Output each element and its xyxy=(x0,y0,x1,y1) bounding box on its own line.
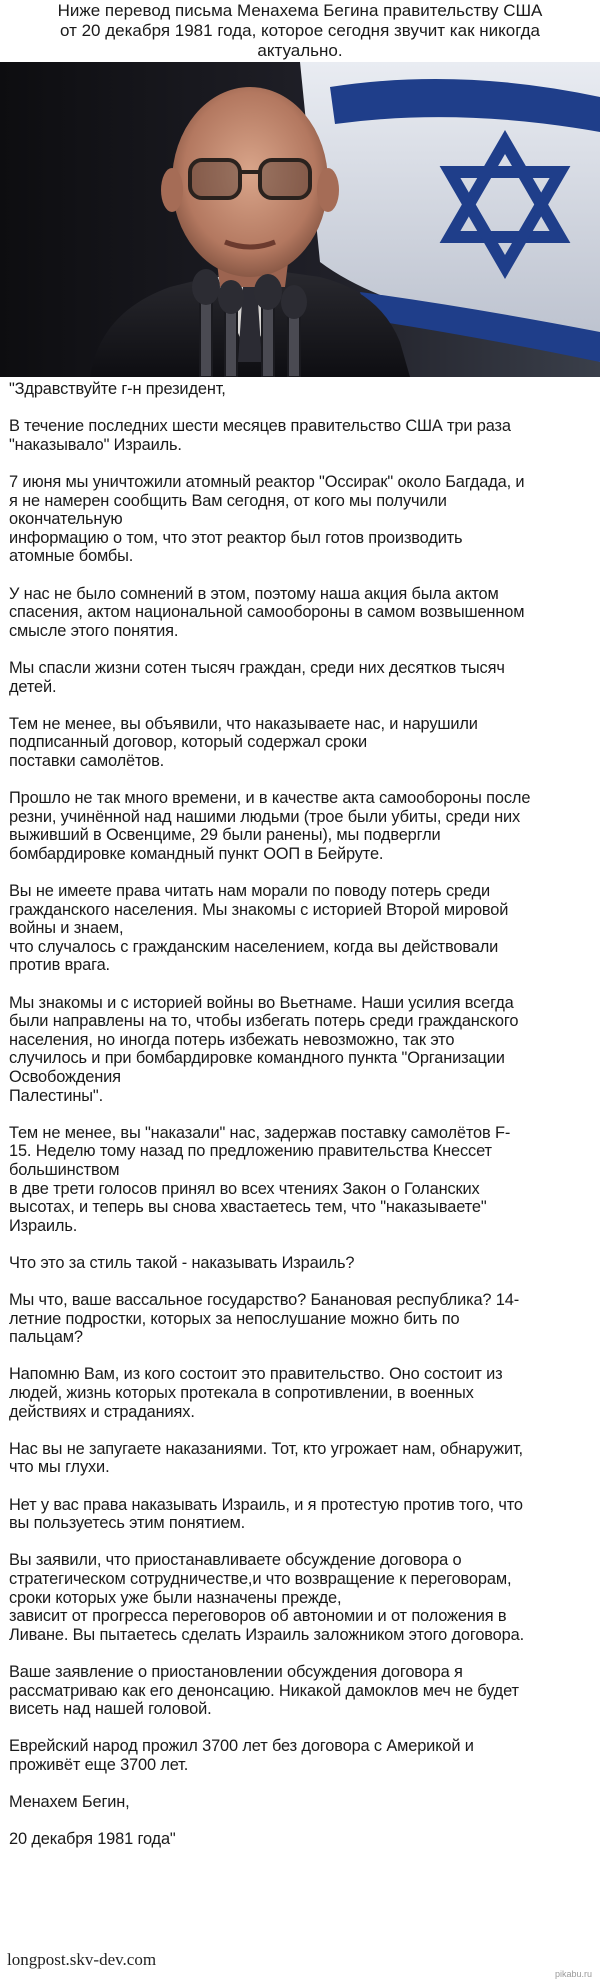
letter-line: вы пользуетесь этим понятием. xyxy=(9,1514,246,1533)
letter-line: я не намерен сообщить Вам сегодня, от кого мы получили xyxy=(9,491,447,510)
letter-line: Тем не менее, вы "наказали" нас, задержав поставку самолётов F- xyxy=(9,1123,511,1142)
letter-line: атомные бомбы. xyxy=(9,547,134,566)
letter-paragraph xyxy=(9,1254,594,1273)
letter-paragraph xyxy=(9,473,594,566)
letter-line: гражданского населения. Мы знакомы с историей Второй мировой xyxy=(9,900,509,919)
letter-paragraph xyxy=(9,1551,594,1644)
letter-line: Тем не менее, вы объявили, что наказываете нас, и нарушили xyxy=(9,714,478,733)
letter-line: "наказывало" Израиль. xyxy=(9,435,182,454)
letter-paragraph xyxy=(9,994,594,1106)
letter-line: проживёт еще 3700 лет. xyxy=(9,1755,189,1774)
letter-line: были направлены на то, чтобы избегать потерь среди гражданского xyxy=(9,1012,519,1031)
letter-paragraph xyxy=(9,789,594,863)
letter-line: резни, учинённой над нашими людьми (трое были убиты, среди них xyxy=(9,807,521,826)
letter-line: Напомню Вам, из кого состоит это правительство. Оно состоит из xyxy=(9,1365,503,1384)
letter-line: против врага. xyxy=(9,956,110,975)
site-watermark: pikabu.ru xyxy=(554,1969,592,1979)
letter-paragraph xyxy=(9,1365,594,1421)
caption-line: Ниже перевод письма Менахема Бегина правительству США xyxy=(57,1,543,20)
letter-line: детей. xyxy=(9,677,57,696)
letter-line: 20 декабря 1981 года" xyxy=(9,1830,176,1849)
letter-paragraph xyxy=(9,1496,594,1533)
letter-paragraph xyxy=(9,882,594,975)
letter-line: информацию о том, что этот реактор был готов производить xyxy=(9,528,463,547)
letter-line: рассматриваю как его денонсацию. Никакой дамоклов меч не будет xyxy=(9,1681,519,1700)
letter-line: бомбардировке командный пункт ООП в Бейруте. xyxy=(9,844,384,863)
letter-line: В течение последних шести месяцев правительство США три раза xyxy=(9,417,511,436)
letter-line: Что это за стиль такой - наказывать Израиль? xyxy=(9,1253,355,1272)
letter-line: Мы что, ваше вассальное государство? Банановая республика? 14- xyxy=(9,1291,520,1310)
letter-paragraph xyxy=(9,1124,594,1236)
letter-line: поставки самолётов. xyxy=(9,751,165,770)
letter-line: Менахем Бегин, xyxy=(9,1793,130,1812)
letter-line: что мы глухи. xyxy=(9,1458,110,1477)
letter-line: Освобождения xyxy=(9,1067,121,1086)
letter-paragraph xyxy=(9,585,594,641)
letter-line: высотах, и теперь вы снова хвастаетесь тем, что "наказываете" xyxy=(9,1198,487,1217)
letter-line: в две трети голосов принял во всех чтениях Закон о Голанских xyxy=(9,1179,480,1198)
portrait-photo xyxy=(0,62,600,377)
letter-line: действиях и страданиях. xyxy=(9,1402,195,1421)
letter-line: Нас вы не запугаете наказаниями. Тот, кто угрожает нам, обнаружит, xyxy=(9,1439,523,1458)
letter-paragraph xyxy=(9,715,594,771)
portrait-photo-illustration xyxy=(0,62,600,377)
letter-line: Вы не имеете права читать нам морали по поводу потерь среди xyxy=(9,882,490,901)
letter-body xyxy=(9,380,594,1868)
letter-line: Израиль. xyxy=(9,1216,78,1235)
letter-line: людей, жизнь которых протекала в сопротивлении, в военных xyxy=(9,1384,474,1403)
letter-paragraph xyxy=(9,1663,594,1719)
letter-paragraph xyxy=(9,380,594,399)
letter-line: пальцам? xyxy=(9,1328,83,1347)
letter-line: стратегическом сотрудничестве,и что возвращение к переговорам, xyxy=(9,1570,512,1588)
letter-line: 15. Неделю тому назад по предложению правительства Кнессет xyxy=(9,1142,492,1161)
letter-line: войны и знаем, xyxy=(9,919,124,938)
letter-line: 7 июня мы уничтожили атомный реактор "Оссирак" около Багдада, и xyxy=(9,472,525,491)
letter-line: Мы знакомы и с историей войны во Вьетнаме. Наши усилия всегда xyxy=(9,993,514,1012)
letter-line: У нас не было сомнений в этом, поэтому наша акция была актом xyxy=(9,584,499,603)
letter-paragraph xyxy=(9,659,594,696)
letter-line: случилось и при бомбардировке командного пункта "Организации xyxy=(9,1049,505,1068)
letter-paragraph xyxy=(9,1291,594,1347)
letter-paragraph xyxy=(9,1440,594,1477)
letter-line: Нет у вас права наказывать Израиль, и я протестую против того, что xyxy=(9,1495,523,1514)
letter-line: подписанный договор, который содержал сроки xyxy=(9,733,367,752)
letter-line: смысле этого понятия. xyxy=(9,621,179,640)
letter-line: Вы заявили, что приостанавливаете обсуждение договора о xyxy=(9,1551,462,1570)
letter-paragraph xyxy=(9,1793,594,1812)
letter-line: окончательную xyxy=(9,510,123,529)
letter-line: сроки которых уже были назначены прежде, xyxy=(9,1588,342,1607)
letter-paragraph xyxy=(9,1737,594,1774)
letter-line: висеть над нашей головой. xyxy=(9,1700,212,1719)
caption-line: от 20 декабря 1981 года, которое сегодня звучит как никогда xyxy=(59,21,541,40)
letter-paragraph xyxy=(9,1830,594,1849)
caption-line: актуально. xyxy=(257,41,343,60)
source-url[interactable]: longpost.skv-dev.com xyxy=(7,1950,157,1969)
letter-line: Прошло не так много времени, и в качестве акта самообороны после xyxy=(9,789,531,808)
letter-line: Палестины". xyxy=(9,1086,103,1105)
letter-line: большинством xyxy=(9,1160,120,1179)
letter-line: населения, но иногда потерь избежать невозможно, так это xyxy=(9,1030,455,1049)
letter-line: "Здравствуйте г-н президент, xyxy=(9,380,226,398)
letter-line: летние подростки, которых за непослушание можно бить по xyxy=(9,1309,460,1328)
letter-line: Еврейский народ прожил 3700 лет без договора с Америкой и xyxy=(9,1737,474,1756)
letter-line: зависит от прогресса переговоров об автономии и от положения в xyxy=(9,1607,507,1626)
letter-paragraph xyxy=(9,417,594,454)
header-caption xyxy=(0,0,600,63)
letter-line: спасения, актом национальной самообороны в самом возвышенном xyxy=(9,603,525,622)
letter-line: Мы спасли жизни сотен тысяч граждан, среди них десятков тысяч xyxy=(9,658,505,677)
letter-line: Ливане. Вы пытаетесь сделать Израиль заложником этого договора. xyxy=(9,1625,524,1644)
letter-line: что случалось с гражданским населением, когда вы действовали xyxy=(9,937,499,956)
letter-line: Ваше заявление о приостановлении обсуждения договора я xyxy=(9,1662,463,1681)
letter-line: выживший в Освенциме, 29 были ранены), мы подвергли xyxy=(9,826,441,845)
